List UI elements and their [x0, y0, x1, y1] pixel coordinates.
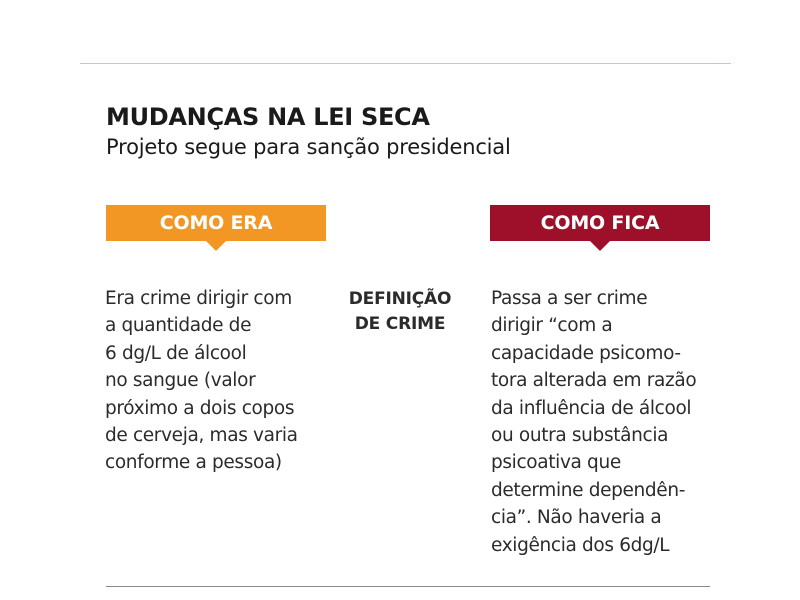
before-line: no sangue (valor [105, 370, 256, 392]
top-divider [80, 63, 731, 64]
category-label [330, 287, 470, 337]
after-line: psicoativa que [491, 452, 621, 474]
before-line: a quantidade de [105, 315, 252, 337]
after-line: cia”. Não haveria a [491, 507, 662, 529]
after-line: da influência de álcool [491, 397, 692, 419]
after-header [490, 205, 710, 241]
before-line: conforme a pessoa) [105, 452, 282, 474]
after-line: tora alterada em razão [491, 370, 697, 392]
before-line: 6 dg/L de álcool [105, 342, 247, 364]
after-line: ou outra substância [491, 425, 669, 447]
after-line: Passa a ser crime [491, 288, 648, 309]
before-header [106, 205, 326, 241]
after-line: dirigir “com a [491, 315, 613, 337]
bottom-divider [106, 586, 710, 587]
after-description [491, 285, 696, 559]
after-line: capacidade psicomo- [491, 342, 681, 364]
before-line: próximo a dois copos [105, 397, 295, 419]
after-line: exigência dos 6dg/L [491, 534, 670, 556]
infographic-title: MUDANÇAS NA LEI SECA [106, 103, 430, 131]
before-description [105, 285, 298, 477]
before-header-label: COMO ERA [159, 212, 273, 234]
category-line: DEFINIÇÃO [348, 289, 452, 309]
infographic-subtitle: Projeto segue para sanção presidencial [106, 135, 511, 159]
after-line: determine dependên- [491, 479, 686, 501]
before-line: Era crime dirigir com [105, 288, 292, 309]
after-header-label: COMO FICA [540, 212, 660, 234]
before-line: de cerveja, mas varia [105, 425, 298, 447]
category-line: DE CRIME [354, 314, 446, 334]
